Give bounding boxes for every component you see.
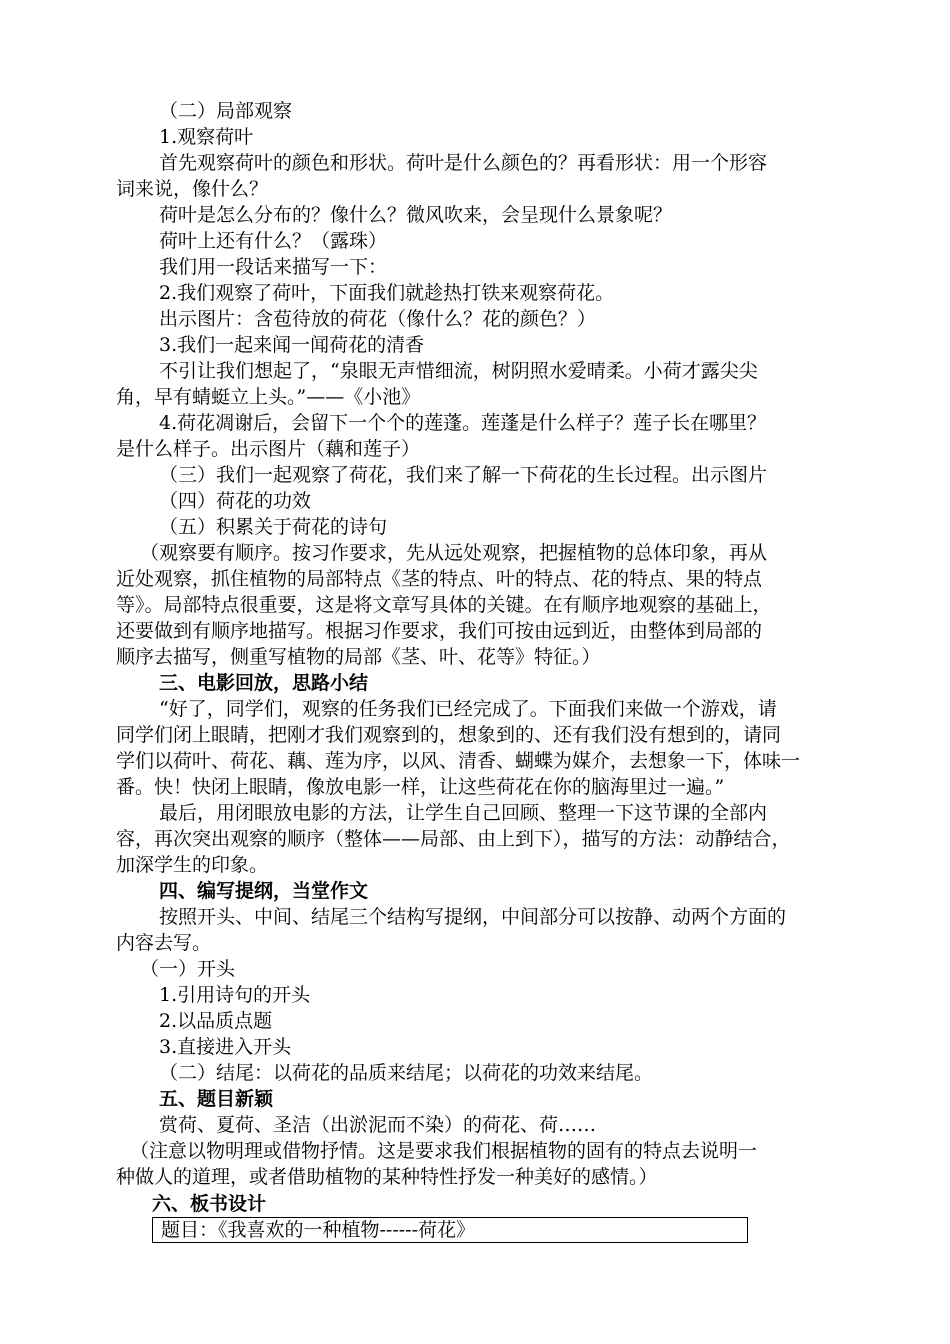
paragraph-line: 首先观察荷叶的颜色和形状。荷叶是什么颜色的？再看形状：用一个形容: [159, 152, 768, 174]
heading-opening: （一）开头: [140, 958, 236, 980]
paragraph-line: 是什么样子。出示图片（藕和莲子）: [116, 438, 421, 460]
heading-lotus-effects: （四）荷花的功效: [159, 490, 312, 512]
item-observe-lotus: 2.我们观察了荷叶，下面我们就趁热打铁来观察荷花。: [159, 282, 615, 304]
heading-local-observation: （二）局部观察: [159, 100, 293, 122]
heading-lotus-poems: （五）积累关于荷花的诗句: [159, 516, 388, 538]
paragraph-line: 学们以荷叶、荷花、藕、莲为序，以风、清香、蝴蝶为媒介，去想象一下，体味一: [116, 750, 801, 772]
paragraph-line: （注意以物明理或借物抒情。这是要求我们根据植物的固有的特点去说明一: [130, 1140, 758, 1162]
paragraph-line: 容，再次突出观察的顺序（整体——局部、由上到下），描写的方法：动静结合，: [116, 828, 791, 850]
list-item: 1.引用诗句的开头: [159, 984, 311, 1006]
paragraph-line: 还要做到有顺序地描写。根据习作要求，我们可按由远到近，由整体到局部的: [116, 620, 763, 642]
paragraph-line: 种做人的道理，或者借助植物的某种特性抒发一种美好的感情。）: [116, 1166, 658, 1188]
paragraph-line: 出示图片：含苞待放的荷花（像什么？花的颜色？）: [159, 308, 597, 330]
item-smell-lotus: 3.我们一起来闻一闻荷花的清香: [159, 334, 425, 356]
heading-ending: （二）结尾：以荷花的品质来结尾；以荷花的功效来结尾。: [159, 1062, 654, 1084]
list-item: 2.以品质点题: [159, 1010, 273, 1032]
paragraph-line: 近处观察，抓住植物的局部特点《茎的特点、叶的特点、花的特点、果的特点: [116, 568, 763, 590]
list-item: 3.直接进入开头: [159, 1036, 292, 1058]
paragraph-line: 我们用一段话来描写一下：: [159, 256, 388, 278]
paragraph-line: 角，早有蜻蜓立上头。”——《小池》: [116, 386, 421, 408]
board-title: 题目：《我喜欢的一种植物------荷花》: [161, 1219, 476, 1241]
paragraph-line: 顺序去描写，侧重写植物的局部《茎、叶、花等》特征。）: [116, 646, 601, 668]
section-heading-three: 三、电影回放，思路小结: [159, 672, 369, 694]
item-observe-leaves: 1.观察荷叶: [159, 126, 254, 148]
heading-growth-process: （三）我们一起观察了荷花，我们来了解一下荷花的生长过程。出示图片: [159, 464, 768, 486]
section-heading-four: 四、编写提纲，当堂作文: [159, 880, 369, 902]
paragraph-line: （观察要有顺序。按习作要求，先从远处观察，把握植物的总体印象，再从: [140, 542, 768, 564]
board-design-box: [152, 1217, 748, 1243]
paragraph-line: 不引让我们想起了，“泉眼无声惜细流，树阴照水爱晴柔。小荷才露尖尖: [159, 360, 758, 382]
paragraph-line: “好了，同学们，观察的任务我们已经完成了。下面我们来做一个游戏，请: [159, 698, 777, 720]
section-heading-six: 六、板书设计: [152, 1193, 267, 1215]
paragraph-line: 等》。局部特点很重要，这是将文章写具体的关键。在有顺序地观察的基础上，: [116, 594, 772, 616]
paragraph-line: 词来说，像什么？: [116, 178, 269, 200]
item-lotus-pod: 4.荷花凋谢后，会留下一个个的莲蓬。莲蓬是什么样子？莲子长在哪里？: [159, 412, 767, 434]
paragraph-line: 荷叶是怎么分布的？像什么？微风吹来，会呈现什么景象呢？: [159, 204, 673, 226]
paragraph-line: 内容去写。: [116, 932, 212, 954]
section-heading-five: 五、题目新颖: [159, 1088, 274, 1110]
paragraph-line: 最后，用闭眼放电影的方法，让学生自己回顾、整理一下这节课的全部内: [159, 802, 768, 824]
paragraph-line: 赏荷、夏荷、圣洁（出淤泥而不染）的荷花、荷……: [159, 1114, 597, 1136]
paragraph-line: 同学们闭上眼睛，把刚才我们观察到的，想象到的、还有我们没有想到的，请同: [116, 724, 782, 746]
paragraph-line: 番。快！快闭上眼睛，像放电影一样，让这些荷花在你的脑海里过一遍。”: [116, 776, 725, 798]
paragraph-line: 按照开头、中间、结尾三个结构写提纲，中间部分可以按静、动两个方面的: [159, 906, 787, 928]
paragraph-line: 加深学生的印象。: [116, 854, 269, 876]
paragraph-line: 荷叶上还有什么？（露珠）: [159, 230, 388, 252]
